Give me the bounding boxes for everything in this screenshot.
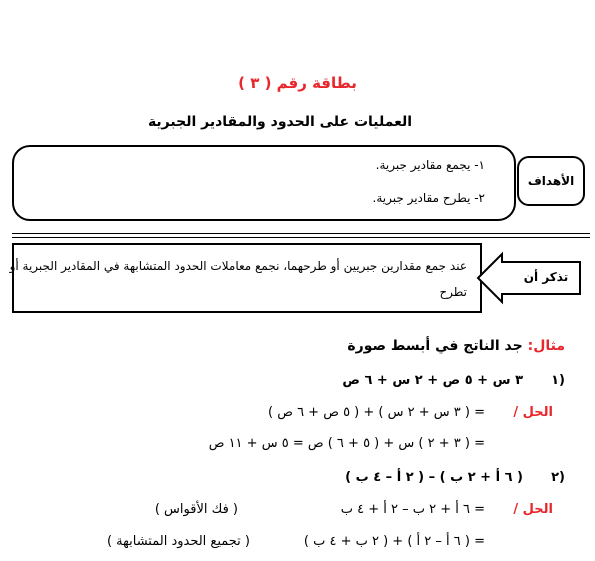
goals-box [12,145,516,221]
card-title: بطاقة رقم ( ٣ ) [238,74,357,92]
problem-2-expression: ( ٦ أ + ٢ ب ) – ( ٢ أ – ٤ ب ) [345,470,523,485]
problem-2-number: ٢) [551,470,565,485]
goals-label: الأهداف [517,156,585,206]
solution-label-2: الحل / [513,502,553,517]
problem-2-step-1: = ٦ أ + ٢ ب – ٢ أ + ٤ ب [340,502,485,517]
problem-2-step-2: = ( ٦ أ – ٢ أ ) + ( ٢ ب + ٤ ب ) [303,534,485,549]
remember-text: عند جمع مقدارين جبريين أو طرحهما، نجمع معاملات الحدود المتشابهة في المقادير الجبرية أو تطرح [9,259,467,299]
problem-2-note-1: ( فك الأقواس ) [154,502,238,517]
solution-label-1: الحل / [513,405,553,420]
problem-1-step-1: = ( ٣ س + ٢ س ) + ( ٥ ص + ٦ ص ) [268,405,485,420]
problem-1-number: ١) [551,373,565,388]
problem-1-step-2: = ( ٣ + ٢ ) س + ( ٥ + ٦ ) ص = ٥ س + ١١ ص [208,436,485,451]
section-divider [12,233,590,238]
example-label: مثال: [527,338,565,354]
goal-item-2: ٢- يطرح مقادير جبرية. [372,191,485,205]
lesson-subtitle: العمليات على الحدود والمقادير الجبرية [147,114,413,130]
remember-label: تذكر أن [523,270,569,284]
problem-1-expression: ٣ س + ٥ ص + ٢ س + ٦ ص [342,373,523,388]
goal-item-1: ١- يجمع مقادير جبرية. [375,158,485,172]
example-heading [347,338,565,354]
example-instruction: جد الناتج في أبسط صورة [347,338,523,354]
problem-2-note-2: ( تجميع الحدود المتشابهة ) [106,534,250,549]
